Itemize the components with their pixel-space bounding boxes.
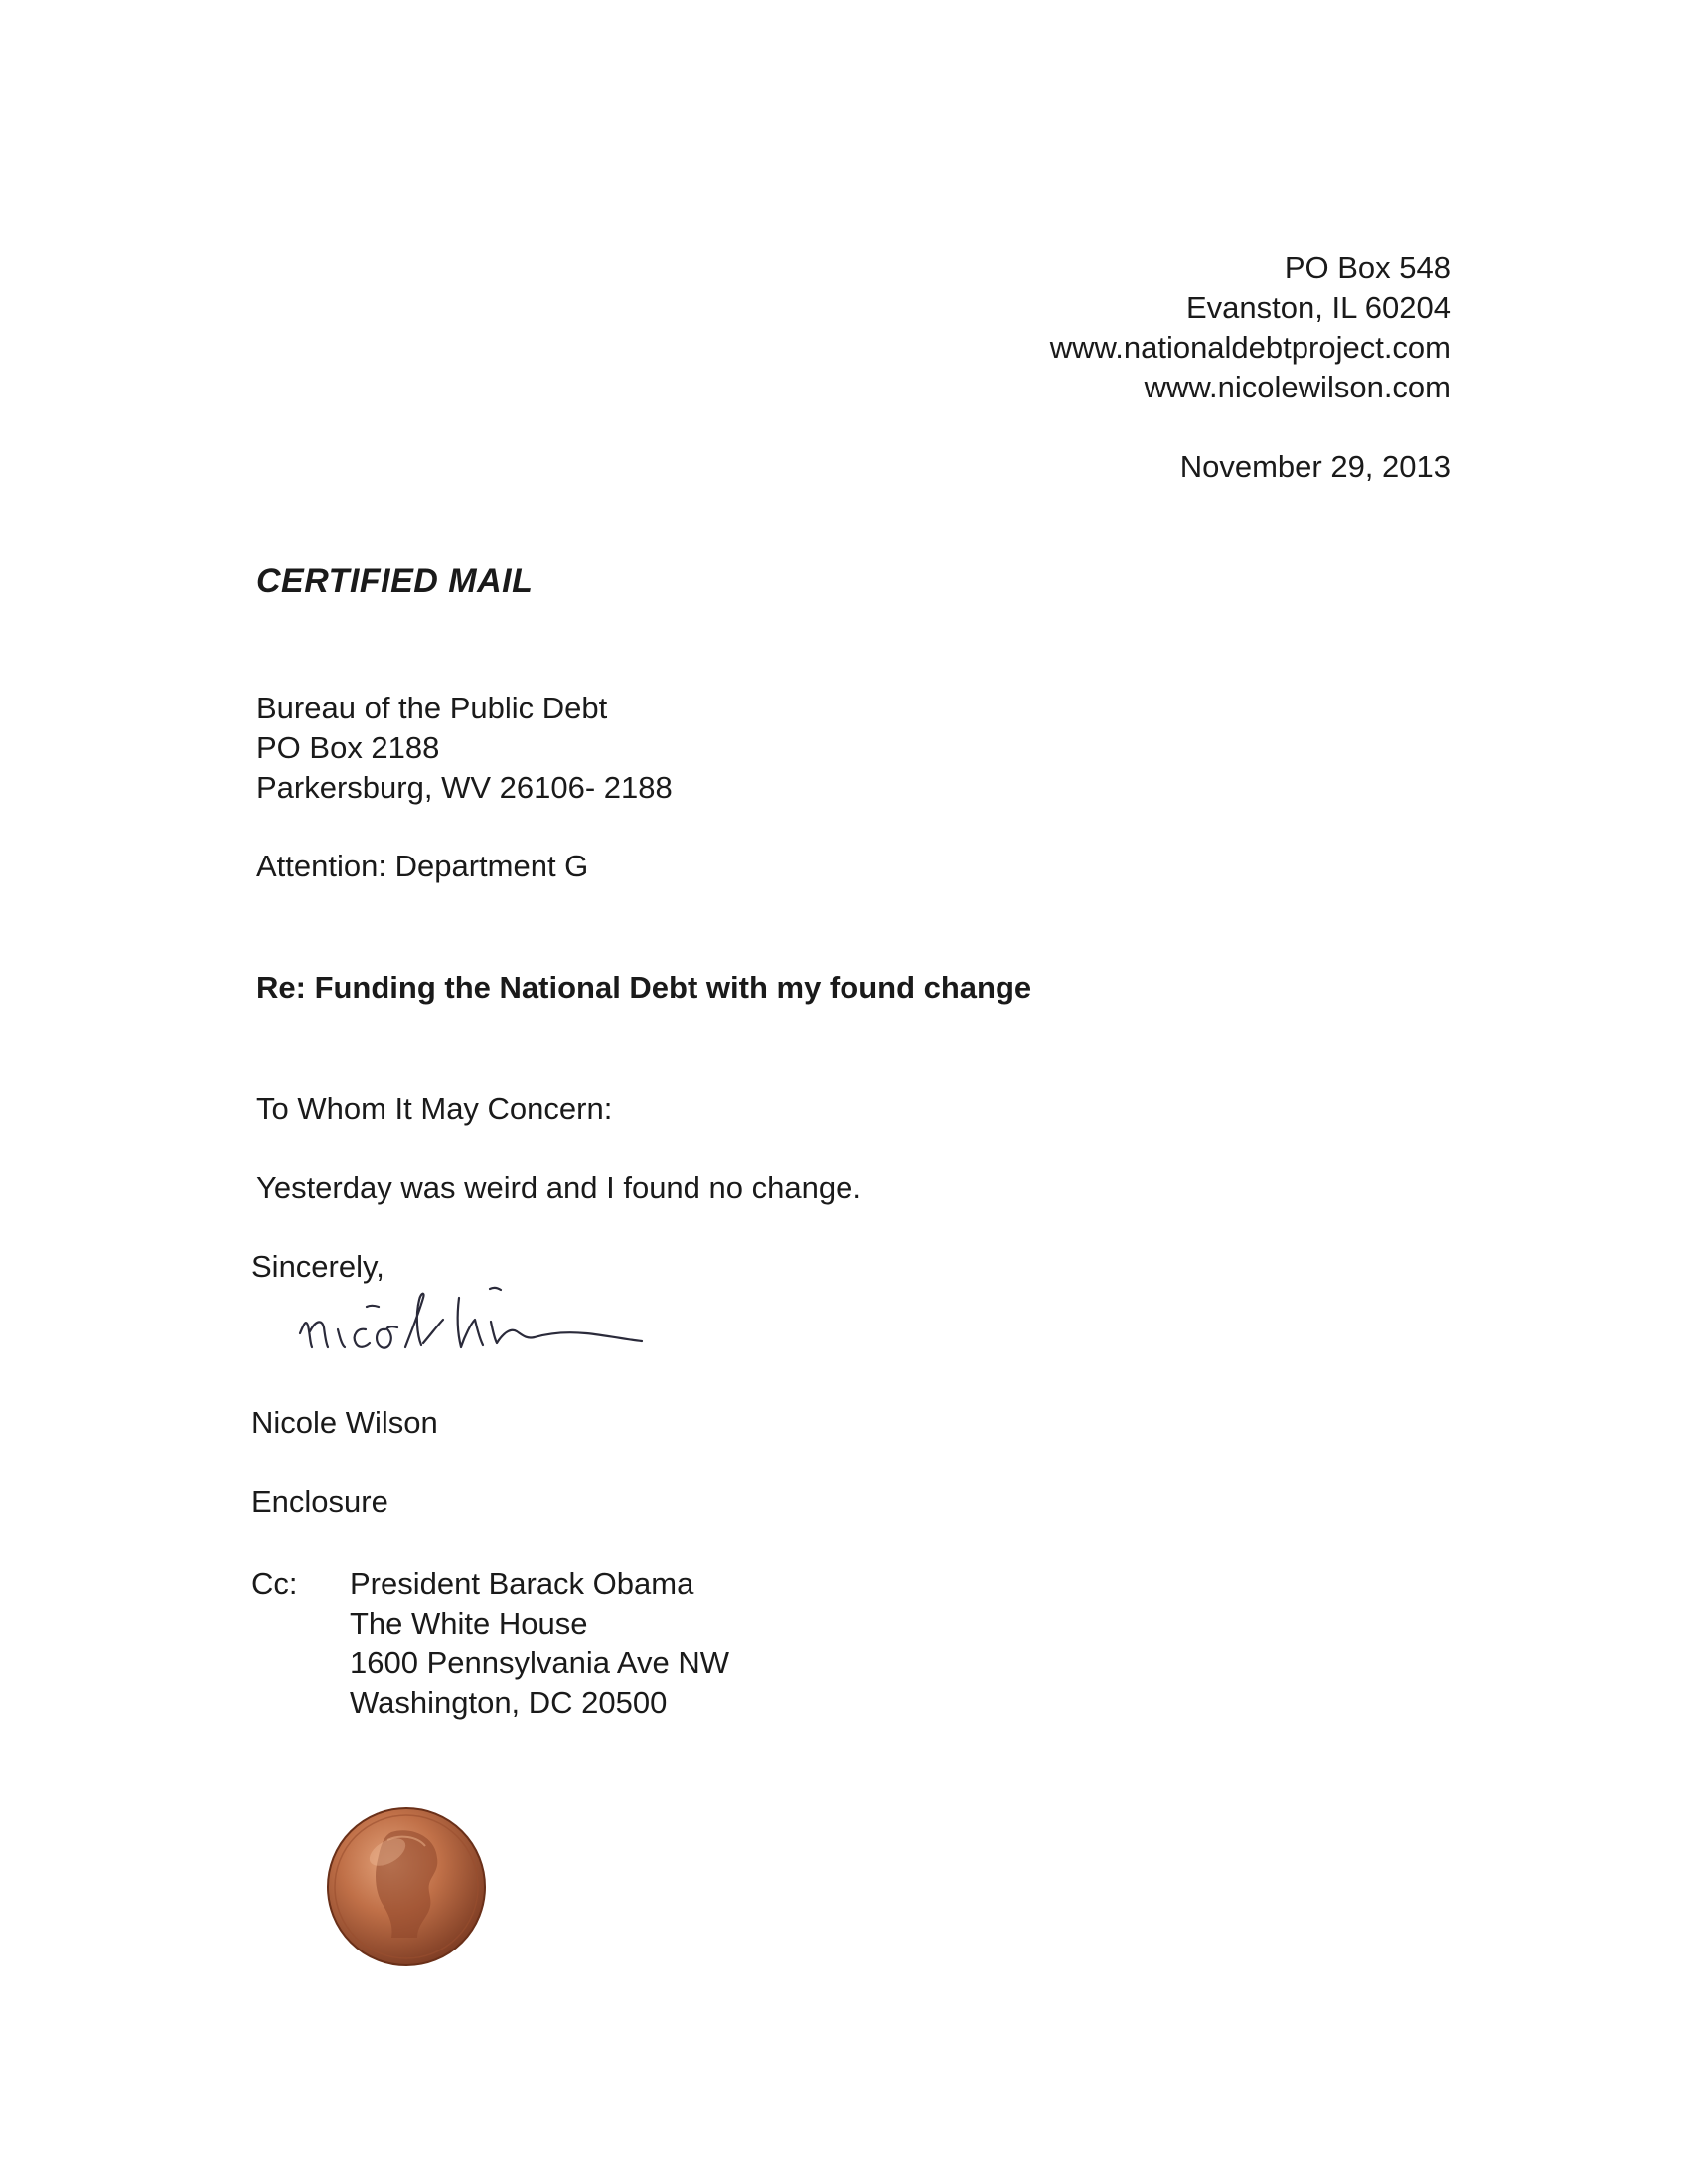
certified-mail-heading: CERTIFIED MAIL xyxy=(256,562,534,600)
cc-name: President Barack Obama xyxy=(350,1566,694,1601)
sender-po-box: PO Box 548 xyxy=(1284,250,1451,285)
cc-street: 1600 Pennsylvania Ave NW xyxy=(350,1645,729,1680)
salutation: To Whom It May Concern: xyxy=(256,1091,613,1126)
cc-organization: The White House xyxy=(350,1606,588,1640)
signer-name: Nicole Wilson xyxy=(251,1405,438,1440)
recipient-name: Bureau of the Public Debt xyxy=(256,691,608,725)
recipient-po-box: PO Box 2188 xyxy=(256,730,440,765)
cc-label: Cc: xyxy=(251,1566,298,1601)
enclosure-note: Enclosure xyxy=(251,1484,388,1519)
sender-city-state-zip: Evanston, IL 60204 xyxy=(1186,290,1451,325)
cc-city-state-zip: Washington, DC 20500 xyxy=(350,1685,668,1720)
sender-website-2: www.nicolewilson.com xyxy=(1144,370,1451,404)
recipient-city-state-zip: Parkersburg, WV 26106- 2188 xyxy=(256,770,673,805)
penny-icon xyxy=(326,1806,487,1967)
handwritten-signature xyxy=(288,1262,666,1381)
subject-line: Re: Funding the National Debt with my found change xyxy=(256,970,1032,1005)
attention-line: Attention: Department G xyxy=(256,849,589,883)
sender-website-1: www.nationaldebtproject.com xyxy=(1049,330,1451,365)
letter-date: November 29, 2013 xyxy=(1179,449,1451,484)
body-text: Yesterday was weird and I found no change. xyxy=(256,1170,861,1205)
closing: Sincerely, xyxy=(251,1249,384,1284)
